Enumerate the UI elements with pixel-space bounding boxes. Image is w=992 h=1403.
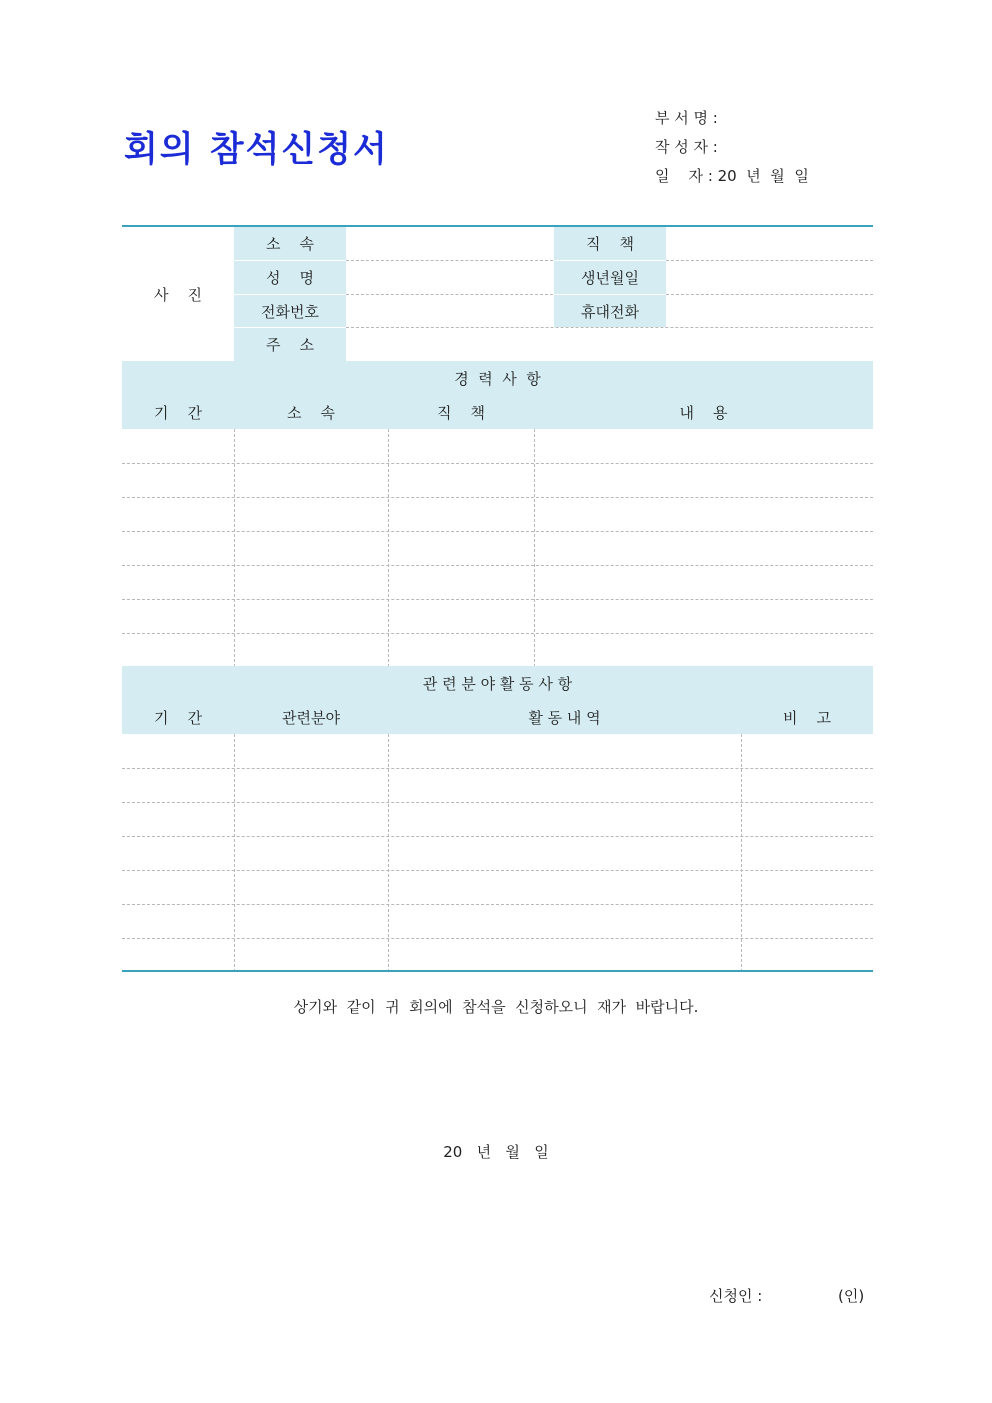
declaration-text: 상기와 같이 귀 회의에 참석을 신청하오니 재가 바랍니다. — [293, 998, 699, 1016]
applicant-label[interactable]: 신청인 : — [709, 1287, 763, 1305]
birthdate-label: 생년월일 — [554, 261, 666, 294]
affiliation-input[interactable] — [346, 227, 554, 260]
column-divider — [388, 734, 389, 972]
photo-cell[interactable]: 사 진 — [153, 285, 203, 304]
date-field[interactable]: 일 자 : 20 년 월 일 — [655, 167, 809, 185]
divider — [346, 294, 553, 295]
column-divider — [234, 734, 235, 972]
address-input[interactable] — [346, 328, 873, 361]
phone-input[interactable] — [346, 295, 554, 327]
activity-col-remarks: 비 고 — [741, 700, 873, 734]
career-col-content: 내 용 — [534, 395, 873, 429]
page-title: 회의 참석신청서 — [124, 130, 389, 170]
career-col-affiliation: 소 속 — [234, 395, 388, 429]
affiliation-label: 소 속 — [234, 227, 346, 260]
seal-mark: (인) — [838, 1287, 865, 1305]
career-col-period: 기 간 — [122, 395, 234, 429]
career-header — [122, 361, 873, 429]
name-label: 성 명 — [234, 261, 346, 294]
divider — [666, 260, 873, 261]
phone-label: 전화번호 — [234, 295, 346, 327]
bottom-rule — [122, 970, 873, 972]
divider — [346, 260, 553, 261]
activity-header — [122, 666, 873, 734]
mobile-input[interactable] — [666, 295, 873, 327]
divider — [666, 294, 873, 295]
column-divider — [534, 429, 535, 667]
activity-col-field: 관련분야 — [234, 700, 388, 734]
career-section-title: 경 력 사 항 — [122, 361, 873, 395]
mobile-label: 휴대전화 — [554, 295, 666, 327]
birthdate-input[interactable] — [666, 261, 873, 294]
position-label: 직 책 — [554, 227, 666, 260]
divider — [346, 327, 873, 328]
activity-col-details: 활 동 내 역 — [388, 700, 741, 734]
position-input[interactable] — [666, 227, 873, 260]
activity-section-title: 관 련 분 야 활 동 사 항 — [122, 666, 873, 700]
activity-col-period: 기 간 — [122, 700, 234, 734]
signing-date[interactable]: 20 년 월 일 — [443, 1143, 549, 1161]
author-field[interactable]: 작 성 자 : — [655, 138, 718, 156]
column-divider — [741, 734, 742, 972]
column-divider — [388, 429, 389, 667]
document-meta — [655, 104, 809, 191]
address-label: 주 소 — [234, 328, 346, 361]
name-input[interactable] — [346, 261, 554, 294]
department-field[interactable]: 부 서 명 : — [655, 109, 718, 127]
column-divider — [234, 429, 235, 667]
career-col-position: 직 책 — [388, 395, 534, 429]
